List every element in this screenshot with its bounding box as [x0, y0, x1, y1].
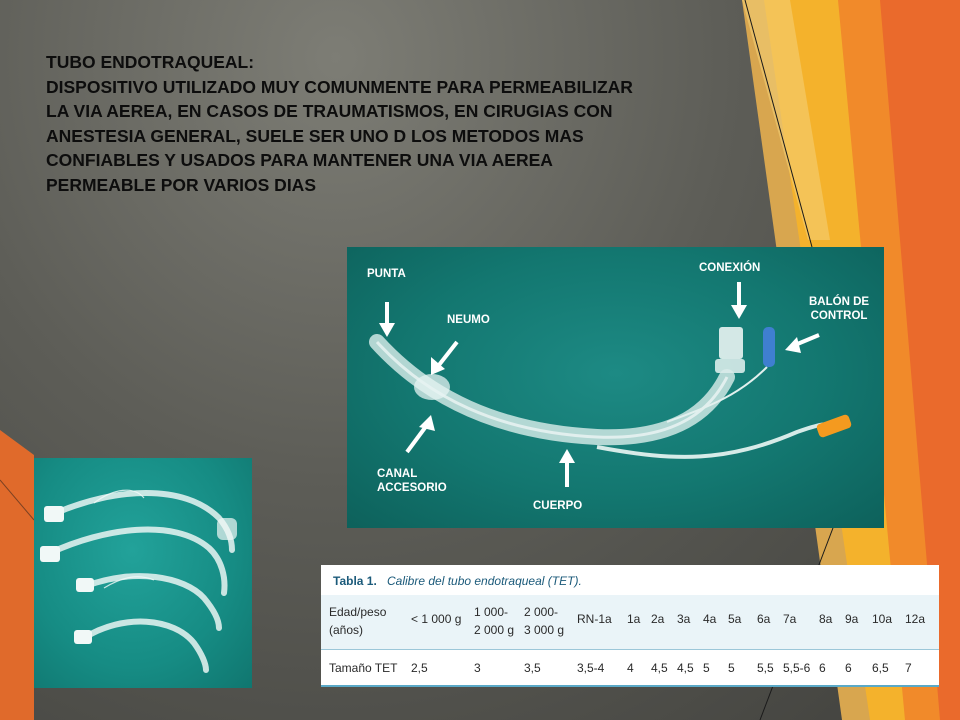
row1-cell: RN-1a — [577, 612, 612, 626]
slide-body-text — [46, 50, 866, 197]
row1-cell: 6a — [757, 612, 771, 626]
row1-cell: 7a — [783, 612, 797, 626]
row2-cell: 6,5 — [872, 661, 889, 675]
label-balon-de-control — [809, 295, 869, 323]
row2-cell: 4,5 — [651, 661, 668, 675]
row1-cell: < 1 000 g — [411, 612, 462, 626]
row1-label-1: Edad/peso — [329, 605, 387, 619]
row1-cell: 8a — [819, 612, 833, 626]
row2-cell: 6 — [845, 661, 852, 675]
label-punta: PUNTA — [367, 268, 406, 280]
label-balon-line-1: BALÓN DE — [809, 296, 870, 308]
table-title-italic: Calibre del tubo endotraqueal (TET). — [387, 574, 582, 588]
text-line-title: TUBO ENDOTRAQUEAL: — [46, 52, 255, 72]
text-line: DISPOSITIVO UTILIZADO MUY COMUNMENTE PARA PERMEABILIZAR — [46, 76, 633, 97]
row1-cell: 3 000 g — [524, 623, 565, 637]
row2-cell: 5 — [728, 661, 735, 675]
row2-cell: 4,5 — [677, 661, 694, 675]
row1-label-2: (años) — [329, 623, 364, 637]
row2-cell: 5 — [703, 661, 710, 675]
label-canal-line-2: ACCESORIO — [377, 482, 447, 494]
row2-cell: 3,5-4 — [577, 661, 605, 675]
row2-cell: 7 — [905, 661, 912, 675]
row1-cell: 10a — [872, 612, 893, 626]
label-neumo: NEUMO — [447, 314, 490, 326]
tube-labeled-photo — [347, 247, 884, 528]
row2-cell: 5,5 — [757, 661, 774, 675]
row1-cell: 1a — [627, 612, 641, 626]
row1-cell: 2 000- — [524, 605, 559, 619]
row2-cell: 4 — [627, 661, 634, 675]
table-title-row — [321, 565, 939, 597]
row2-cell: 3,5 — [524, 661, 541, 675]
row2-cell: 3 — [474, 661, 481, 675]
label-cuerpo: CUERPO — [533, 500, 583, 512]
tubes-assortment-illustration — [34, 458, 252, 688]
text-line: CONFIABLES Y USADOS PARA MANTENER UNA VIA AEREA — [46, 150, 553, 170]
row1-cell: 4a — [703, 612, 717, 626]
tet-caliber-table — [321, 565, 939, 685]
text-line: PERMEABLE POR VARIOS DIAS — [46, 174, 316, 195]
row2-cell: 5,5-6 — [783, 661, 811, 675]
label-canal-line-1: CANAL — [377, 468, 418, 480]
row1-cell: 12a — [905, 612, 926, 626]
label-canal-accesorio — [377, 467, 447, 495]
row1-cell: 9a — [845, 612, 859, 626]
row2-cell: 6 — [819, 661, 826, 675]
text-line: ANESTESIA GENERAL, SUELE SER UNO D LOS METODOS MAS — [46, 125, 584, 146]
row1-cell: 3a — [677, 612, 691, 626]
table-title-bold: Tabla 1. — [333, 574, 377, 588]
label-conexion: CONEXIÓN — [699, 262, 761, 274]
text-line: LA VIA AEREA, EN CASOS DE TRAUMATISMOS, EN CIRUGIAS CON — [46, 101, 613, 121]
row1-cell: 1 000- — [474, 605, 509, 619]
row1-cell: 2 000 g — [474, 623, 515, 637]
deco-left-triangle — [0, 430, 34, 720]
row2-label: Tamaño TET — [329, 661, 398, 675]
row1-cell: 5a — [728, 612, 742, 626]
row1-cell: 2a — [651, 612, 665, 626]
tubes-assortment-photo — [34, 458, 252, 688]
label-balon-line-2: CONTROL — [810, 310, 868, 322]
row2-cell: 2,5 — [411, 661, 428, 675]
